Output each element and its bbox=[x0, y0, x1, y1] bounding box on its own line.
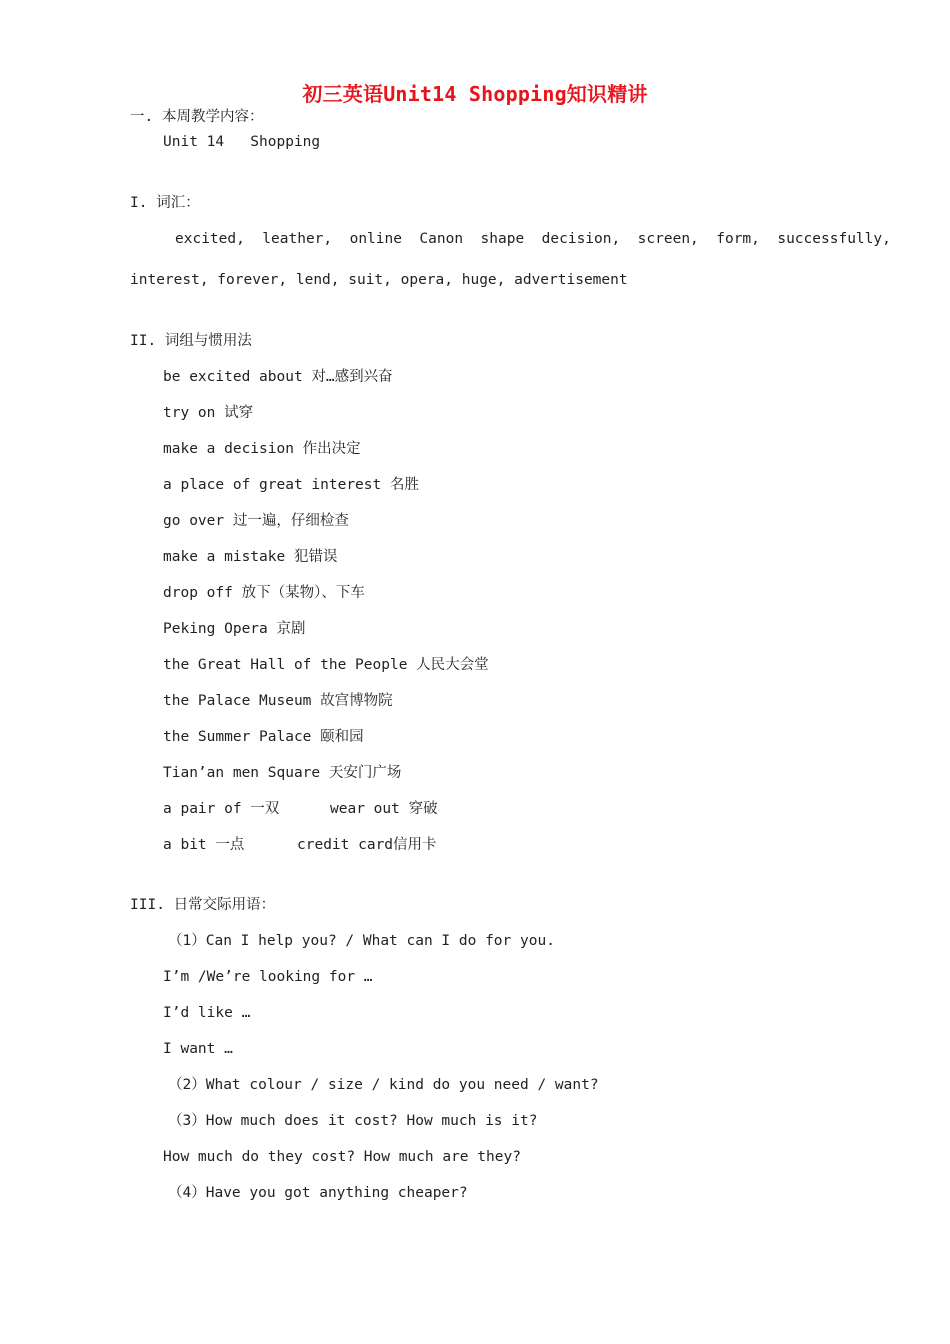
vocab-line-1: excited, leather, online Canon shape decision, screen, form, successfully, bbox=[175, 231, 891, 247]
phrase-item: wear out 穿破 bbox=[330, 801, 438, 817]
vocab-line-2: interest, forever, lend, suit, opera, huge, advertisement bbox=[130, 272, 628, 288]
unit-title: Unit 14 Shopping bbox=[163, 134, 321, 150]
phrase-item: go over 过一遍，仔细检查 bbox=[163, 513, 349, 529]
section-heading-phrases: II. 词组与惯用法 bbox=[130, 333, 252, 349]
dialog-line: （4）Have you got anything cheaper? bbox=[168, 1185, 468, 1201]
phrase-item: make a decision 作出决定 bbox=[163, 441, 361, 457]
phrase-item: Tian’an men Square 天安门广场 bbox=[163, 765, 402, 781]
dialog-line: （1）Can I help you? / What can I do for you. bbox=[168, 933, 555, 949]
phrase-item: the Palace Museum 故宫博物院 bbox=[163, 693, 393, 709]
phrase-item: Peking Opera 京剧 bbox=[163, 621, 306, 637]
dialog-line: I’m /We’re looking for … bbox=[163, 969, 373, 985]
phrase-item: make a mistake 犯错误 bbox=[163, 549, 338, 565]
dialog-line: I’d like … bbox=[163, 1005, 251, 1021]
section-heading-vocab: I. 词汇： bbox=[130, 195, 200, 211]
dialog-line: （2）What colour / size / kind do you need / want? bbox=[168, 1077, 599, 1093]
phrase-item: the Summer Palace 颐和园 bbox=[163, 729, 364, 745]
dialog-line: How much do they cost? How much are they? bbox=[163, 1149, 521, 1165]
dialog-line: I want … bbox=[163, 1041, 233, 1057]
phrase-item: try on 试穿 bbox=[163, 405, 254, 421]
phrase-item: be excited about 对…感到兴奋 bbox=[163, 369, 393, 385]
phrase-item: a place of great interest 名胜 bbox=[163, 477, 419, 493]
phrase-item: credit card信用卡 bbox=[297, 837, 437, 853]
dialog-line: （3）How much does it cost? How much is it? bbox=[168, 1113, 538, 1129]
section-heading-dialog: III. 日常交际用语： bbox=[130, 897, 276, 913]
phrase-item: drop off 放下（某物）、下车 bbox=[163, 585, 365, 601]
phrase-item: the Great Hall of the People 人民大会堂 bbox=[163, 657, 489, 673]
phrase-item: a pair of 一双 bbox=[163, 801, 280, 817]
phrase-item: a bit 一点 bbox=[163, 837, 245, 853]
section-heading-content: 一. 本周教学内容： bbox=[130, 109, 264, 125]
page-title: 初三英语Unit14 Shopping知识精讲 bbox=[302, 82, 648, 106]
